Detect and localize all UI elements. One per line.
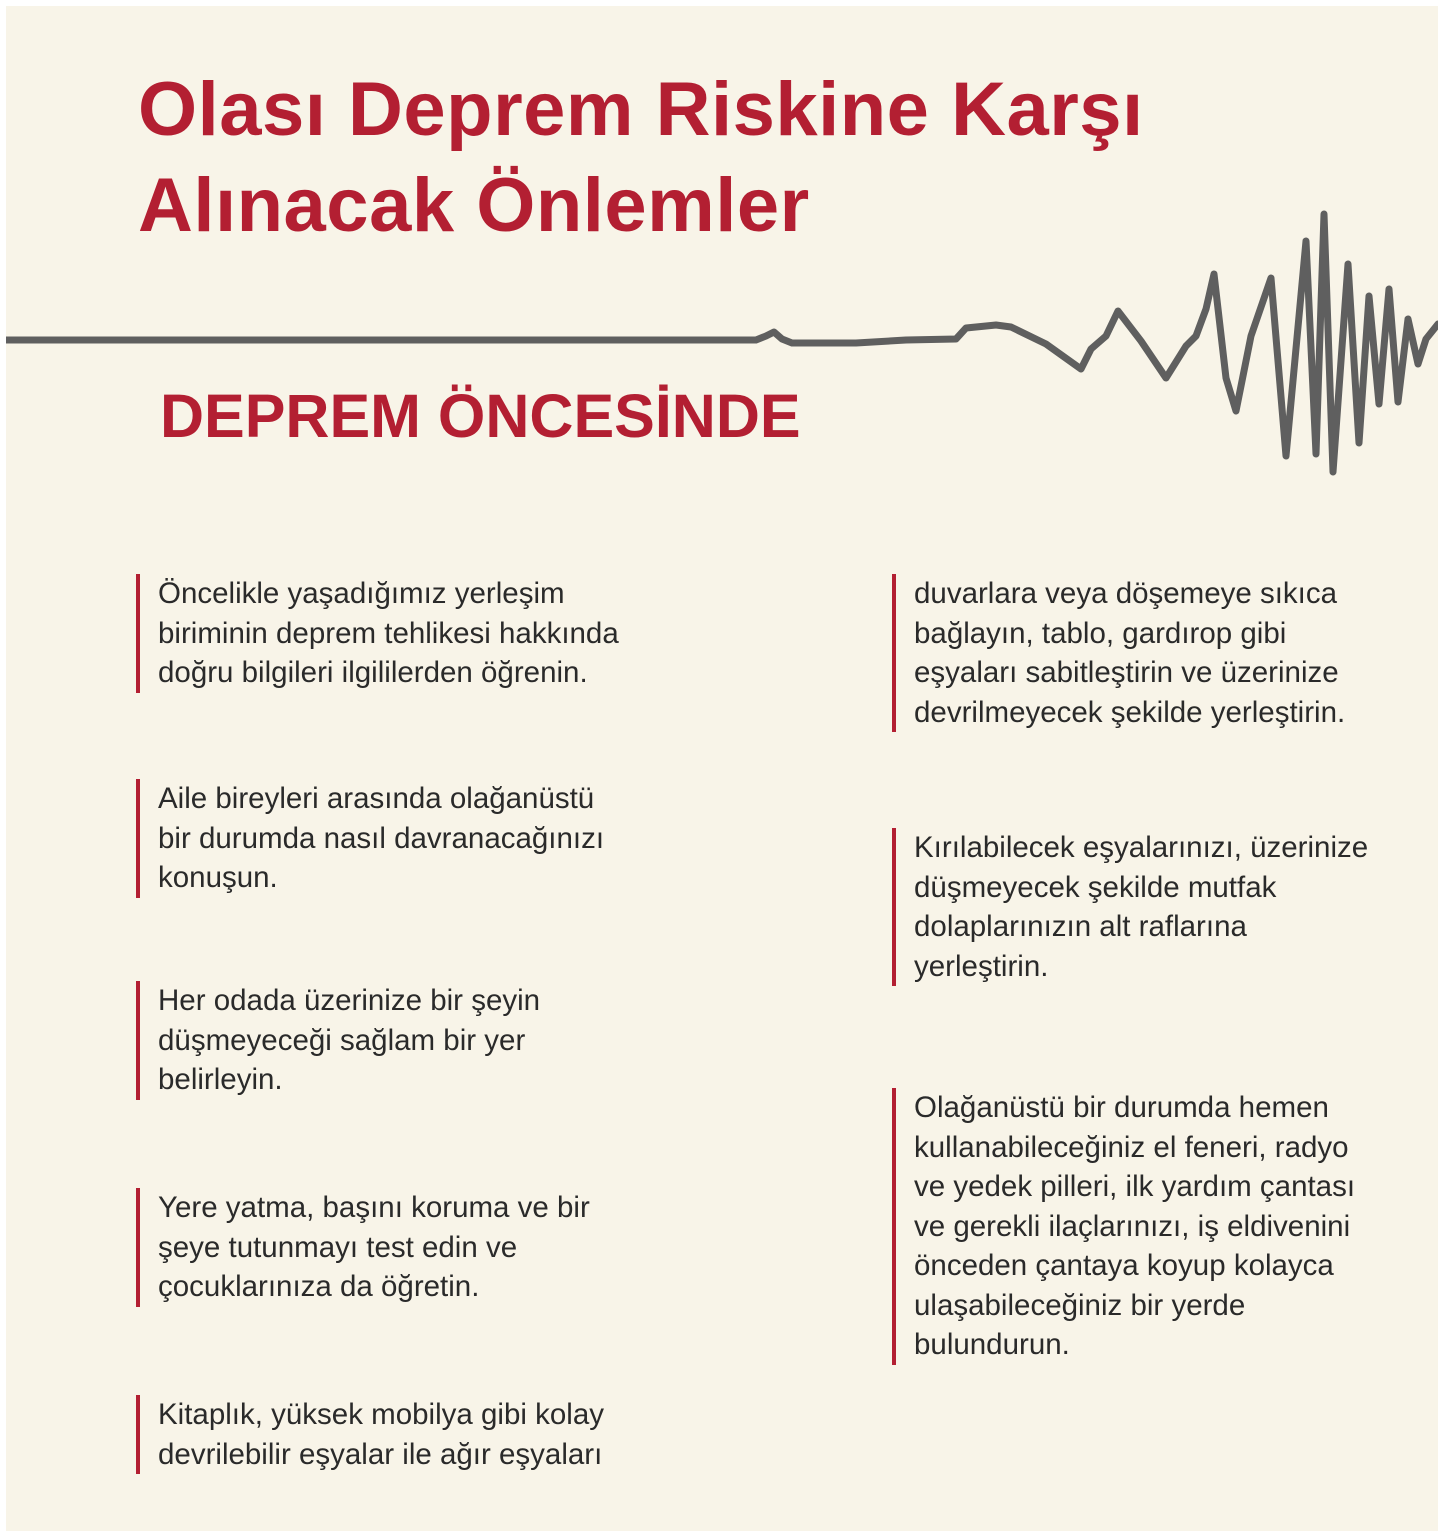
left-item-3 [136,981,540,1100]
left-item-4 [136,1188,590,1307]
right-item-1 [892,574,1345,732]
item-line: devrilebilir eşyalar ile ağır eşyaları [158,1437,603,1471]
page-title [138,62,1144,254]
item-line: Aile bireyleri arasında olağanüstü [158,782,595,815]
item-line: kullanabileceğiniz el feneri, radyo [914,1130,1349,1164]
item-line: eşyaları sabitleştirin ve üzerinize [914,656,1339,689]
item-line: duvarlara veya döşemeye sıkıca [914,577,1338,610]
item-line: devrilmeyecek şekilde yerleştirin. [914,695,1346,729]
left-item-5 [136,1395,604,1474]
item-line: dolaplarınızın alt raflarına [914,910,1247,943]
item-line: doğru bilgileri ilgililerden öğrenin. [158,656,588,689]
title-line-1: Olası Deprem Riskine Karşı [138,67,1144,152]
section-heading: DEPREM ÖNCESİNDE [160,382,801,450]
infographic-page [6,6,1438,1531]
item-line: bağlayın, tablo, gardırop gibi [914,616,1287,650]
item-line: ve yedek pilleri, ilk yardım çantası [914,1170,1356,1203]
item-line: şeye tutunmayı test edin ve [158,1230,518,1264]
item-line: düşmeyeceği sağlam bir yer [158,1023,526,1057]
item-line: Yere yatma, başını koruma ve bir [158,1191,590,1224]
left-item-1 [136,574,619,693]
item-line: biriminin deprem tehlikesi hakkında [158,616,619,650]
item-line: belirleyin. [158,1063,283,1096]
item-line: Olağanüstü bir durumda hemen [914,1091,1329,1124]
item-line: Kırılabilecek eşyalarınızı, üzerinize [914,831,1369,864]
item-line: düşmeyecek şekilde mutfak [914,870,1277,904]
right-item-3 [892,1088,1355,1365]
item-line: çocuklarınıza da öğretin. [158,1270,480,1303]
item-line: yerleştirin. [914,949,1049,983]
item-line: ulaşabileceğiniz bir yerde [914,1288,1246,1322]
item-line: bulundurun. [914,1328,1070,1361]
left-item-2 [136,779,604,898]
item-line: Kitaplık, yüksek mobilya gibi kolay [158,1398,604,1431]
item-line: bir durumda nasıl davranacağınızı [158,821,605,855]
item-line: konuşun. [158,861,278,894]
item-line: Öncelikle yaşadığımız yerleşim [158,577,565,610]
right-item-2 [892,828,1368,986]
item-line: önceden çantaya koyup kolayca [914,1249,1334,1282]
title-line-2: Alınacak Önlemler [138,163,810,248]
item-line: Her odada üzerinize bir şeyin [158,984,541,1017]
item-line: ve gerekli ilaçlarınızı, iş eldivenini [914,1209,1351,1243]
